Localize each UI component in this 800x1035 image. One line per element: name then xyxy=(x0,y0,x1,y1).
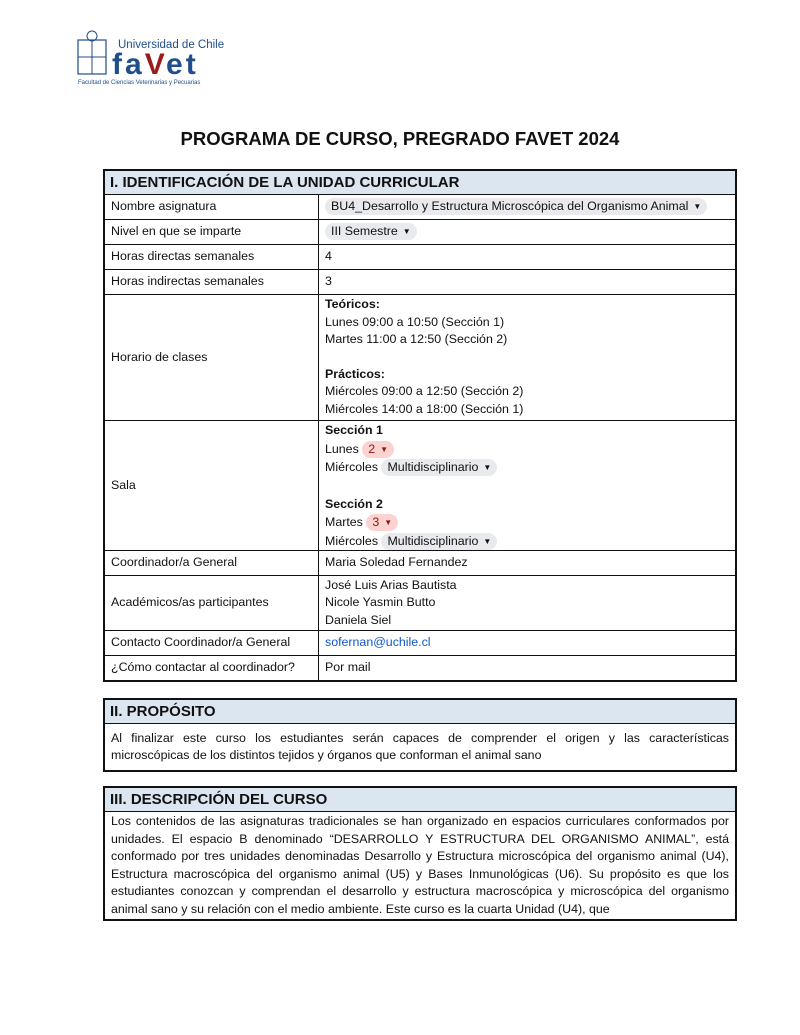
course-name-dropdown[interactable] xyxy=(325,198,707,215)
table-row xyxy=(104,195,736,220)
dropdown-value: Multidisciplinario xyxy=(387,533,479,548)
dropdown-value: III Semestre xyxy=(331,224,398,239)
dropdown-value: BU4_Desarrollo y Estructura Microscópica del Organismo Animal xyxy=(331,199,689,214)
section-heading: II. PROPÓSITO xyxy=(104,699,736,724)
schedule-line: Miércoles 14:00 a 18:00 (Sección 1) xyxy=(325,401,524,416)
table-row xyxy=(104,295,736,421)
svg-text:Universidad de Chile: Universidad de Chile xyxy=(118,39,225,51)
schedule-line: Lunes 09:00 a 10:50 (Sección 1) xyxy=(325,314,505,329)
row-value: 4 xyxy=(319,245,737,270)
day-label: Miércoles xyxy=(325,533,379,548)
section-heading: III. DESCRIPCIÓN DEL CURSO xyxy=(104,787,736,812)
svg-text:Facultad de Ciencias Veterinar: Facultad de Ciencias Veterinarias y Pecuarias xyxy=(78,80,201,86)
table-row xyxy=(104,220,736,245)
section-1-heading: Sección 1 xyxy=(325,423,383,437)
row-value: Por mail xyxy=(319,656,737,682)
day-label: Martes xyxy=(325,515,363,529)
academic-name: Nicole Yasmin Butto xyxy=(325,595,436,610)
caret-down-icon: ▼ xyxy=(483,536,492,546)
row-label: Horas directas semanales xyxy=(104,245,319,270)
room-dropdown[interactable] xyxy=(366,514,398,531)
table-row xyxy=(104,576,736,631)
row-value: Maria Soledad Fernandez xyxy=(319,551,737,576)
row-label: Académicos/as participantes xyxy=(104,576,319,631)
row-label: Horario de clases xyxy=(104,295,319,421)
schedule-line: Martes 11:00 a 12:50 (Sección 2) xyxy=(325,332,508,346)
identification-table xyxy=(103,169,737,682)
row-label: ¿Cómo contactar al coordinador? xyxy=(104,656,319,682)
caret-down-icon: ▼ xyxy=(693,202,702,212)
dropdown-value: Multidisciplinario xyxy=(387,460,479,474)
section-heading: I. IDENTIFICACIÓN DE LA UNIDAD CURRICULAR xyxy=(104,170,736,195)
row-value: 3 xyxy=(319,270,737,295)
room-dropdown[interactable] xyxy=(381,533,497,550)
row-label: Nombre asignatura xyxy=(104,195,319,220)
schedule-line: Miércoles 09:00 a 12:50 (Sección 2) xyxy=(325,384,524,398)
svg-text:faVet: faVet xyxy=(112,48,199,81)
practicos-heading: Prácticos: xyxy=(325,366,385,381)
section-2-heading: Sección 2 xyxy=(325,496,383,511)
table-row xyxy=(104,656,736,682)
email-link[interactable]: sofernan@uchile.cl xyxy=(325,635,431,650)
purpose-text: Al finalizar este curso los estudiantes serán capaces de comprender el origen y las características microscópicas de los distintos tejidos y órganos que conforman el animal sano xyxy=(104,724,736,772)
day-label: Lunes xyxy=(325,441,359,456)
level-dropdown[interactable] xyxy=(325,223,417,240)
table-row xyxy=(104,631,736,656)
caret-down-icon: ▼ xyxy=(384,518,393,527)
page-title: PROGRAMA DE CURSO, PREGRADO FAVET 2024 xyxy=(180,128,620,149)
caret-down-icon: ▼ xyxy=(402,227,411,237)
table-row xyxy=(104,245,736,270)
academic-name: José Luis Arias Bautista xyxy=(325,577,457,592)
caret-down-icon: ▼ xyxy=(380,444,389,454)
row-label: Horas indirectas semanales xyxy=(104,270,319,295)
row-label: Coordinador/a General xyxy=(104,551,319,576)
academic-name: Daniela Siel xyxy=(325,612,392,627)
table-row xyxy=(104,270,736,295)
room-dropdown[interactable] xyxy=(362,441,394,458)
dropdown-value: 3 xyxy=(372,515,380,529)
caret-down-icon: ▼ xyxy=(483,463,492,472)
purpose-table xyxy=(103,698,737,772)
row-label: Contacto Coordinador/a General xyxy=(104,631,319,656)
table-row xyxy=(104,421,736,551)
row-label: Sala xyxy=(104,421,319,551)
table-row xyxy=(104,551,736,576)
favet-logo xyxy=(76,28,226,88)
description-table xyxy=(103,786,737,921)
room-dropdown[interactable] xyxy=(381,459,497,476)
teoricos-heading: Teóricos: xyxy=(325,297,380,311)
description-text: Los contenidos de las asignaturas tradicionales se han organizado en espacios curriculares conformados por unidades. El espacio B denominado “DESARROLLO Y ESTRUCTURA DEL ORGANISMO ANIMAL”, está conformado por tres unidades denominadas Desarrollo y Estructura microscópica del organismo animal (U4), Estructura macroscópica del organismo animal (U5) y Bases Inmunológicas (U6). Su propósito es que los estudiantes conozcan y comprendan el desarrollo y estructura macroscópica y microscópica del organismo animal sano y su relación con el medio ambiente. Este curso es la cuarta Unidad (U4), que xyxy=(104,812,736,921)
day-label: Miércoles xyxy=(325,460,379,474)
dropdown-value: 2 xyxy=(368,441,376,456)
row-label: Nivel en que se imparte xyxy=(104,220,319,245)
